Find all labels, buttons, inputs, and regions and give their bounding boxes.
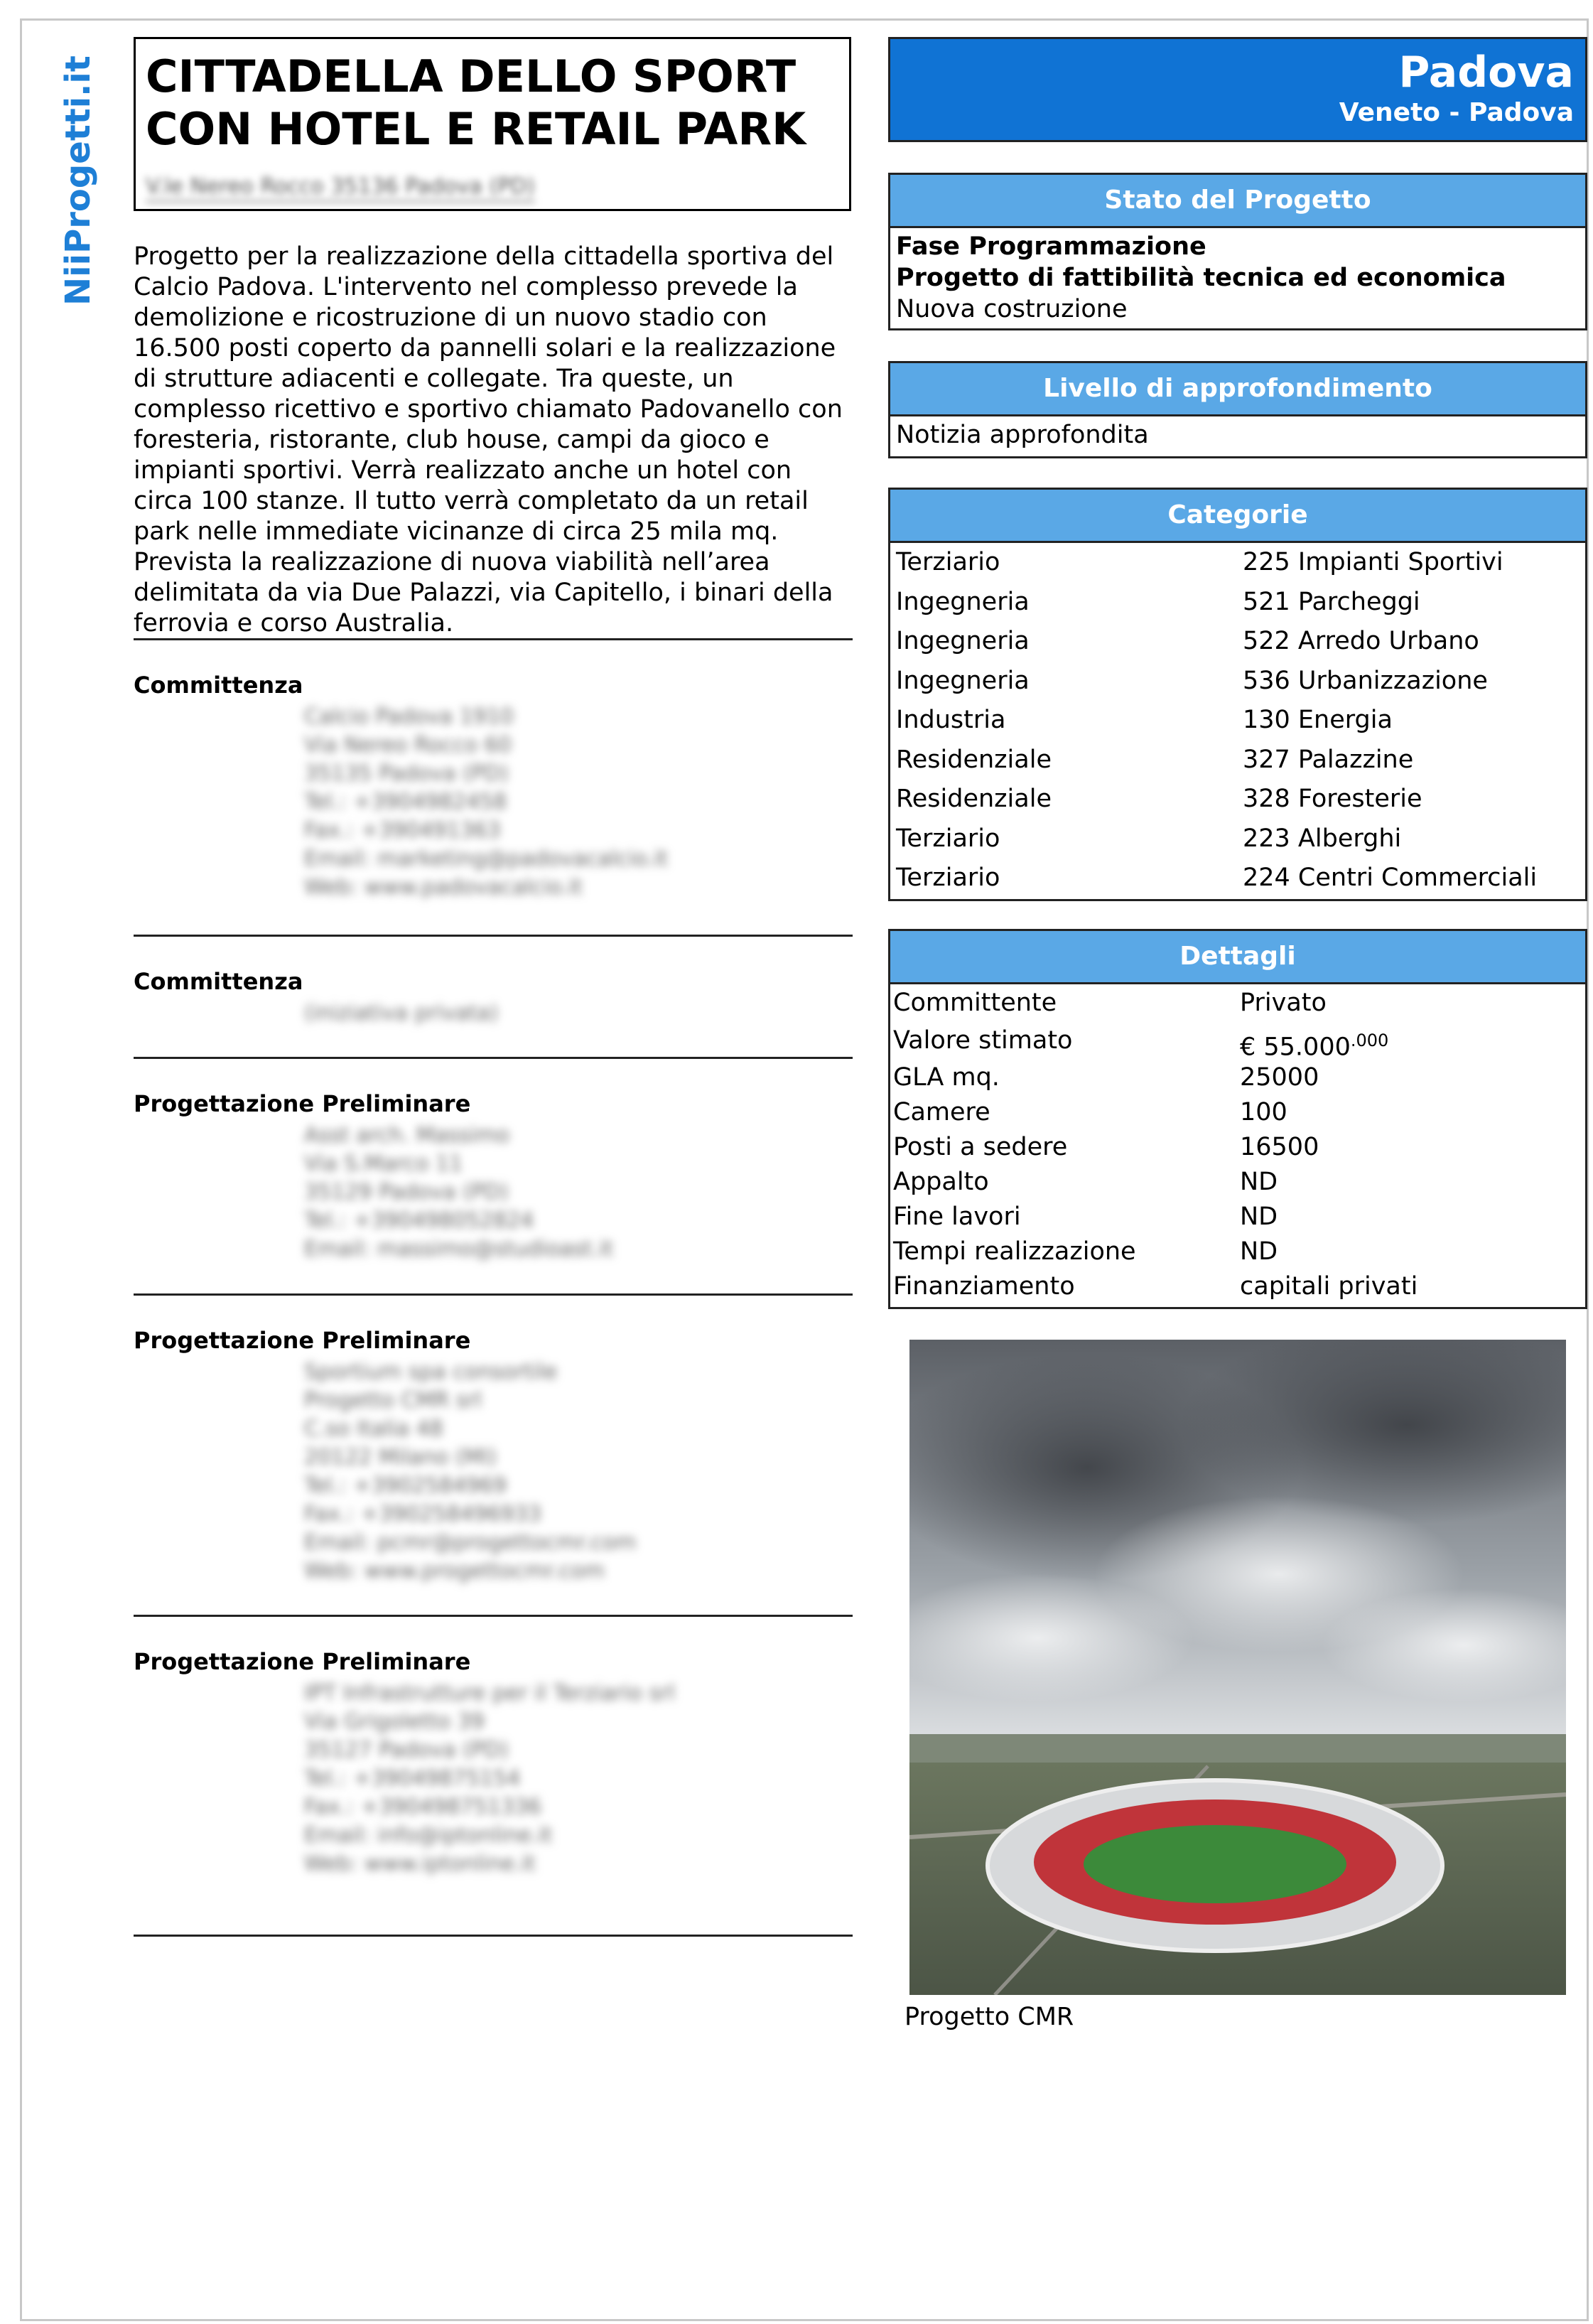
section-contact-details [304, 1121, 853, 1264]
contact-line: C.so Italia 48 [304, 1416, 443, 1441]
location-city: Padova [1398, 48, 1574, 97]
section-divider [134, 935, 853, 937]
location-box [888, 37, 1587, 142]
detail-value: ND [1240, 1168, 1278, 1196]
category-sector: Ingegneria [896, 666, 1030, 695]
table-row [896, 780, 1580, 819]
stato-progetto: Progetto di fattibilità tecnica ed economica [896, 264, 1506, 292]
contact-line: IPT Infrastrutture per il Terziario srl [304, 1681, 675, 1706]
contact-line: (iniziativa privata) [304, 1001, 499, 1026]
project-title [146, 50, 839, 156]
panel-header: Categorie [890, 490, 1585, 543]
category-sector: Ingegneria [896, 587, 1030, 616]
contact-line: 35127 Padova (PD) [304, 1738, 509, 1763]
contact-line: Progetto CMR srl [304, 1388, 482, 1413]
detail-label: Finanziamento [893, 1272, 1075, 1301]
detail-value: 16500 [1240, 1133, 1319, 1161]
category-name: 536 Urbanizzazione [1243, 666, 1488, 695]
contact-line: Email: marketing@padovacalcio.it [304, 846, 669, 871]
detail-label: Tempi realizzazione [893, 1237, 1136, 1266]
contact-line: 35135 Padova (PD) [304, 761, 509, 786]
detail-label: Posti a sedere [893, 1133, 1068, 1161]
detail-label: Valore stimato [893, 1026, 1073, 1055]
panel-body [890, 228, 1585, 329]
contact-line: Fax.: +390491363 [304, 818, 501, 843]
table-row [893, 1165, 1582, 1200]
contact-line: 20122 Milano (MI) [304, 1445, 497, 1470]
detail-value [1240, 1021, 1388, 1060]
brand-logo[interactable] [57, 43, 99, 306]
category-name: 521 Parcheggi [1243, 587, 1420, 616]
category-name: 225 Impianti Sportivi [1243, 548, 1503, 576]
detail-label: GLA mq. [893, 1063, 1000, 1092]
detail-value: ND [1240, 1203, 1278, 1231]
category-name: 130 Energia [1243, 706, 1393, 734]
category-name: 224 Centri Commerciali [1243, 864, 1538, 892]
contact-line: Email: massimo@studioast.it [304, 1237, 614, 1261]
categorie-panel [888, 488, 1587, 901]
detail-value: Privato [1240, 989, 1327, 1017]
contact-line: Tel.: +390498052824 [304, 1208, 534, 1233]
section-contact-details [304, 703, 853, 902]
table-row [893, 986, 1582, 1021]
contact-line: Fax.: +390498751336 [304, 1795, 541, 1819]
category-name: 223 Alberghi [1243, 824, 1402, 853]
panel-header: Stato del Progetto [890, 175, 1585, 228]
table-row [896, 859, 1580, 898]
section-divider [134, 1293, 853, 1296]
stadium-render-image [909, 1340, 1566, 1995]
section-progettazione-1 [134, 1057, 853, 1264]
category-name: 328 Foresterie [1243, 785, 1422, 813]
table-row [896, 819, 1580, 859]
contact-line: Tel.: +3902584969 [304, 1473, 507, 1498]
livello-value: Notizia approfondita [896, 421, 1149, 449]
category-sector: Terziario [896, 548, 1000, 576]
contact-line: Calcio Padova 1910 [304, 704, 514, 729]
table-row [896, 701, 1580, 741]
section-committenza-2 [134, 935, 853, 1028]
dettagli-table [890, 984, 1585, 1306]
table-row [893, 1130, 1582, 1165]
section-progettazione-2 [134, 1293, 853, 1586]
contact-line: Sportium spa consortile [304, 1360, 558, 1384]
project-title-line2: CON HOTEL E RETAIL PARK [146, 103, 806, 155]
category-name: 327 Palazzine [1243, 745, 1414, 774]
section-label: Progettazione Preliminare [134, 1648, 471, 1675]
contact-line: Asst arch. Massimo [304, 1123, 510, 1148]
detail-label: Camere [893, 1098, 990, 1126]
table-row [893, 1095, 1582, 1130]
section-divider [134, 1615, 853, 1617]
section-contact-details [304, 1679, 853, 1878]
livello-panel [888, 361, 1587, 458]
table-row [893, 1060, 1582, 1095]
category-sector: Terziario [896, 864, 1000, 892]
stato-progetto-panel [888, 173, 1587, 330]
table-row [896, 622, 1580, 662]
valore-main: € 55.000 [1240, 1033, 1351, 1062]
contact-line: Tel.: +39049875154 [304, 1766, 521, 1791]
section-divider [134, 638, 853, 640]
section-progettazione-3 [134, 1615, 853, 1878]
table-row [893, 1021, 1582, 1060]
category-sector: Residenziale [896, 745, 1052, 774]
stato-tipo: Nuova costruzione [896, 295, 1128, 323]
brand-logo-text: NiiProgetti.it [58, 55, 98, 306]
section-label: Progettazione Preliminare [134, 1090, 471, 1117]
detail-label: Fine lavori [893, 1203, 1021, 1231]
image-caption: Progetto CMR [904, 2003, 1074, 2031]
panel-body [890, 416, 1585, 455]
contact-line: 35129 Padova (PD) [304, 1180, 509, 1205]
contact-line: Web: www.progettocmr.com [304, 1559, 605, 1583]
contact-line: Via Grigoletto 39 [304, 1709, 485, 1734]
title-box [134, 37, 851, 211]
table-row [896, 662, 1580, 701]
contact-line: Via S.Marco 11 [304, 1151, 463, 1176]
detail-value: 25000 [1240, 1063, 1319, 1092]
project-title-line1: CITTADELLA DELLO SPORT [146, 50, 796, 102]
section-contact-details [304, 1358, 853, 1586]
contact-line: Web: www.iptonline.it [304, 1851, 536, 1876]
contact-line: Fax.: +390258496933 [304, 1502, 541, 1527]
panel-header: Dettagli [890, 931, 1585, 984]
section-label: Committenza [134, 672, 303, 699]
detail-label: Appalto [893, 1168, 989, 1196]
table-row [896, 543, 1580, 583]
project-address: V.le Nereo Rocco 35136 Padova (PD) [146, 174, 535, 203]
contact-line: Web: www.padovacalcio.it [304, 875, 583, 900]
detail-label: Committente [893, 989, 1057, 1017]
section-contact-details [304, 999, 853, 1028]
table-row [893, 1269, 1582, 1304]
contact-line: Tel.: +3904982458 [304, 790, 507, 814]
contact-line: Email: info@iptonline.it [304, 1823, 553, 1848]
category-sector: Ingegneria [896, 627, 1030, 655]
section-label: Progettazione Preliminare [134, 1327, 471, 1354]
dettagli-panel [888, 929, 1587, 1309]
category-name: 522 Arredo Urbano [1243, 627, 1479, 655]
category-sector: Residenziale [896, 785, 1052, 813]
detail-value: ND [1240, 1237, 1278, 1266]
category-sector: Terziario [896, 824, 1000, 853]
table-row [896, 583, 1580, 623]
contact-line: Via Nereo Rocco 60 [304, 733, 512, 758]
panel-header: Livello di approfondimento [890, 363, 1585, 416]
section-label: Committenza [134, 968, 303, 995]
table-row [896, 741, 1580, 780]
location-region: Veneto - Padova [1339, 98, 1574, 127]
section-divider [134, 1057, 853, 1059]
contact-line: Email: pcmr@progettocmr.com [304, 1530, 637, 1555]
valore-sup: .000 [1350, 1031, 1389, 1050]
detail-value: capitali privati [1240, 1272, 1418, 1301]
categorie-table [890, 543, 1585, 903]
stato-fase: Fase Programmazione [896, 232, 1206, 261]
section-committenza-1 [134, 638, 853, 902]
project-description: Progetto per la realizzazione della cittadella sportiva del Calcio Padova. L'intervento nel complesso prevede la demolizione e ricostruzione di un nuovo stadio con 16.500 posti coperto da pannelli solari e la realizzazione di strutture adiacenti e collegate. Tra queste, un complesso ricettivo e sportivo chiamato Padovanello con foresteria, ristorante, club house, campi da gioco e impianti sportivi. Verrà realizzato anche un hotel con circa 100 stanze. Il tutto verrà completato da un retail park nelle immediate vicinanze di circa 25 mila mq. Prevista la realizzazione di nuova viabilità nell’area delimitata da via Due Palazzi, via Capitello, i binari della ferrovia e corso Australia. [134, 242, 843, 638]
section-divider [134, 1935, 853, 1937]
detail-value: 100 [1240, 1098, 1287, 1126]
table-row [893, 1234, 1582, 1269]
category-sector: Industria [896, 706, 1006, 734]
table-row [893, 1200, 1582, 1234]
